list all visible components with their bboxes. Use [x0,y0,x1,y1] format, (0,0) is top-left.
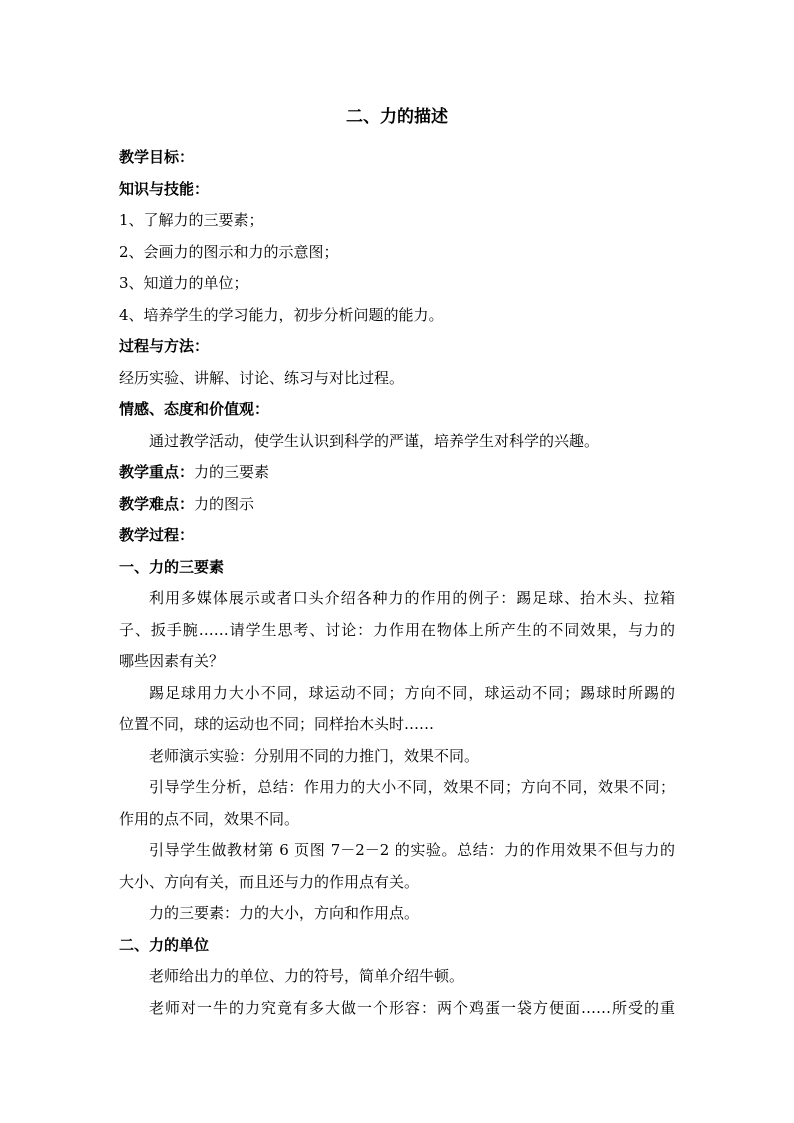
paragraph-line: 老师对一牛的力究竟有多大做一个形容：两个鸡蛋一袋方便面……所受的重 [149,998,675,1017]
section-2-heading: 二、力的单位 [119,935,210,954]
attitude-text: 通过教学活动，使学生认识到科学的严谨，培养学生对科学的兴趣。 [149,431,600,450]
key-point-text: 力的三要素 [194,463,270,481]
key-point-label: 教学重点： [119,463,195,481]
paragraph-line: 大小、方向有关，而且还与力的作用点有关。 [119,872,420,891]
paragraph-line: 子、扳手腕……请学生思考、讨论：力作用在物体上所产生的不同效果，与力的 [119,620,675,639]
paragraph-line: 位置不同，球的运动也不同；同样抬木头时…… [119,715,435,733]
paragraph-line: 引导学生做教材第 6 页图 7－2－2 的实验。总结：力的作用效果不但与力的 [149,841,675,859]
key-point [119,457,675,489]
paragraph-line: 作用的点不同，效果不同。 [119,809,300,828]
process-text: 经历实验、讲解、讨论、练习与对比过程。 [119,368,405,387]
page-title: 二、力的描述 [346,107,448,127]
section-1-heading: 一、力的三要素 [119,557,225,576]
procedure-heading: 教学过程： [119,526,195,544]
paragraph-line: 力的三要素：力的大小，方向和作用点。 [149,904,420,922]
knowledge-item: 2、会画力的图示和力的示意图； [119,242,339,261]
paragraph-line: 老师给出力的单位、力的符号，简单介绍牛顿。 [149,967,465,985]
difficulty-label: 教学难点： [119,494,195,513]
objectives-heading: 教学目标： [119,148,195,166]
paragraph-line: 踢足球用力大小不同，球运动不同；方向不同，球运动不同；踢球时所踢的 [149,683,675,702]
attitude-heading: 情感、态度和价值观： [119,400,270,418]
paragraph-line: 哪些因素有关？ [119,652,225,670]
paragraph-line: 引导学生分析，总结：作用力的大小不同，效果不同；方向不同，效果不同； [149,778,675,796]
paragraph-line: 利用多媒体展示或者口头介绍各种力的作用的例子：踢足球、抬木头、拉箱 [149,589,675,607]
knowledge-heading: 知识与技能： [119,179,210,198]
document-body [119,142,675,1024]
knowledge-item: 3、知道力的单位； [119,274,249,292]
process-heading: 过程与方法： [119,337,210,355]
paragraph-line: 老师演示实验：分别用不同的力推门，效果不同。 [149,746,480,765]
difficulty-text: 力的图示 [194,494,255,513]
knowledge-item: 4、培养学生的学习能力，初步分析问题的能力。 [119,305,444,324]
difficulty [119,489,675,521]
knowledge-item: 1、了解力的三要素； [119,211,264,229]
